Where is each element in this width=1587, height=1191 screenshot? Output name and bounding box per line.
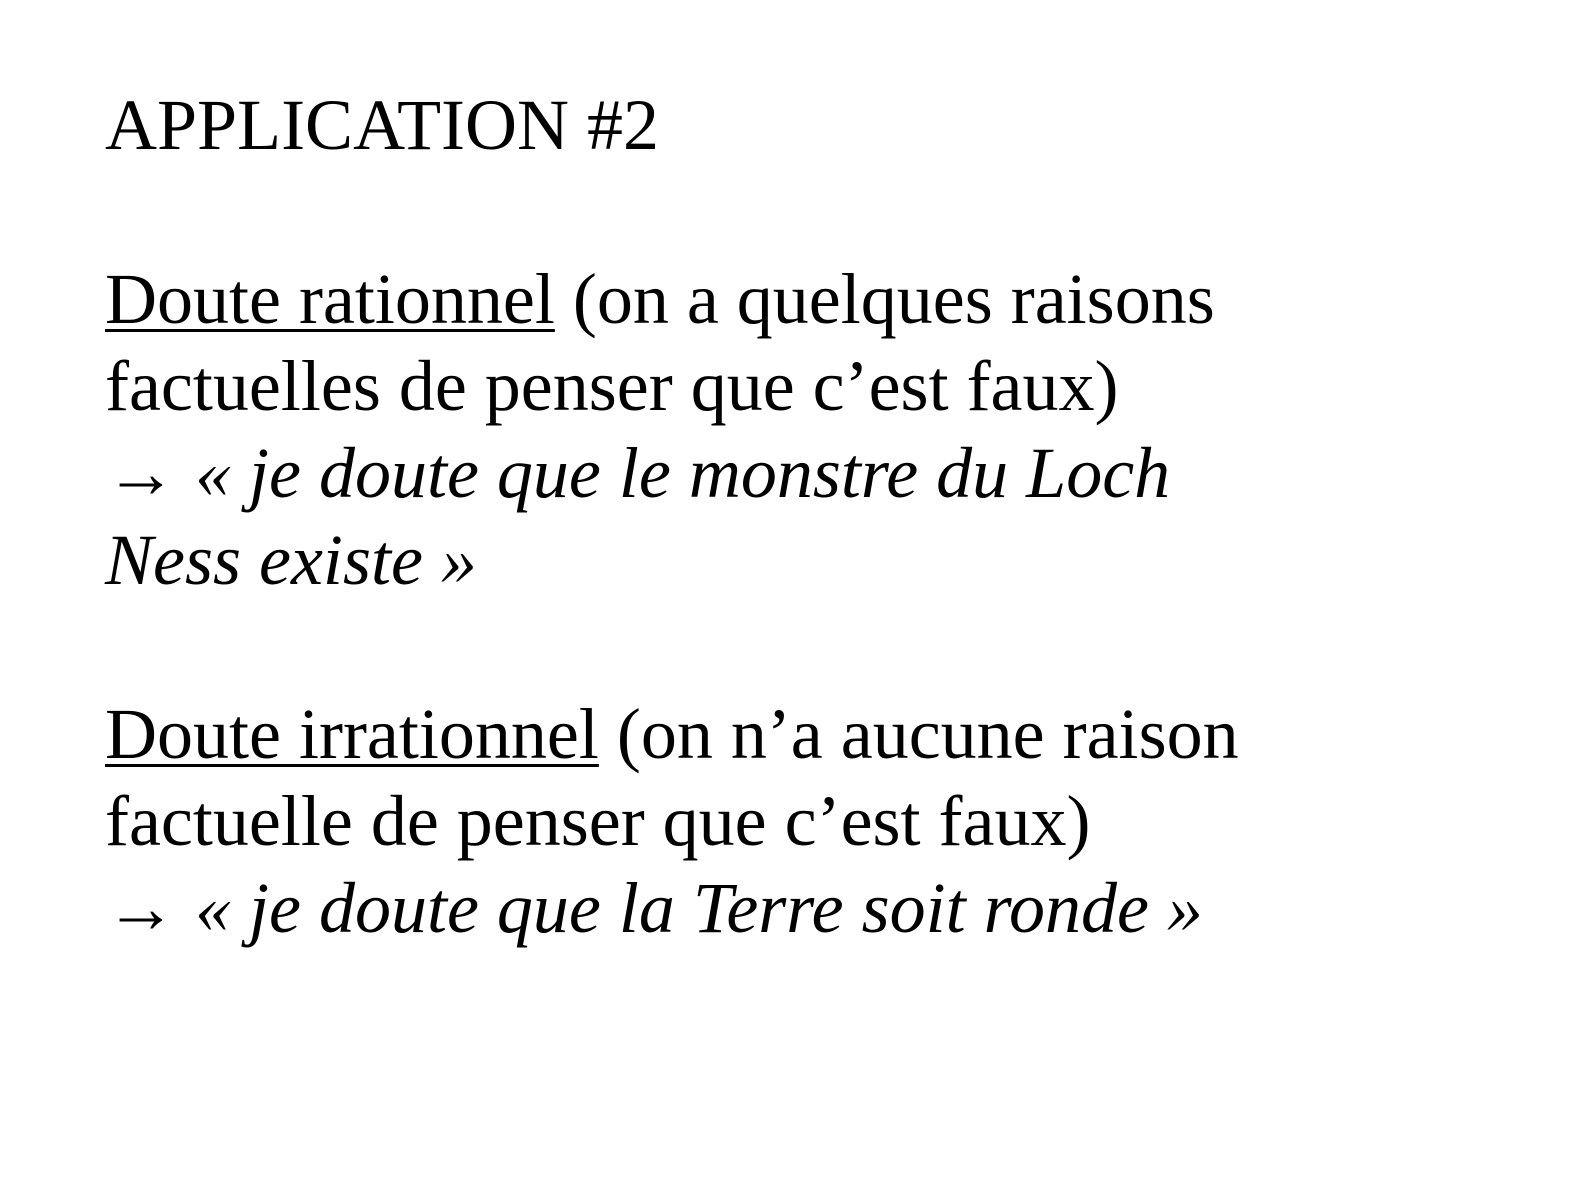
arrow-icon: →: [105, 868, 195, 948]
spacer: [105, 604, 1525, 691]
definition-line-continued: factuelle de penser que c’est faux): [105, 781, 1091, 861]
example-line: [105, 430, 1525, 517]
example-text: « je doute que la Terre soit ronde »: [195, 868, 1203, 948]
slide-content: [105, 82, 1525, 952]
section-irrational-doubt: [105, 691, 1525, 952]
term-rational-doubt: Doute rationnel: [105, 259, 555, 339]
example-line-continued: Ness existe »: [105, 520, 477, 600]
definition-text: (on a quelques raisons: [554, 259, 1215, 339]
definition-line: [105, 691, 1525, 778]
slide-title: APPLICATION #2: [105, 85, 660, 165]
arrow-icon: →: [105, 433, 195, 513]
definition-line: [105, 256, 1525, 343]
example-text: « je doute que le monstre du Loch: [195, 433, 1171, 513]
section-rational-doubt: [105, 256, 1525, 604]
definition-text: (on n’a aucune raison: [598, 694, 1239, 774]
example-line: [105, 865, 1525, 952]
term-irrational-doubt: Doute irrationnel: [105, 694, 599, 774]
spacer: [105, 169, 1525, 256]
definition-line-continued: factuelles de penser que c’est faux): [105, 346, 1119, 426]
